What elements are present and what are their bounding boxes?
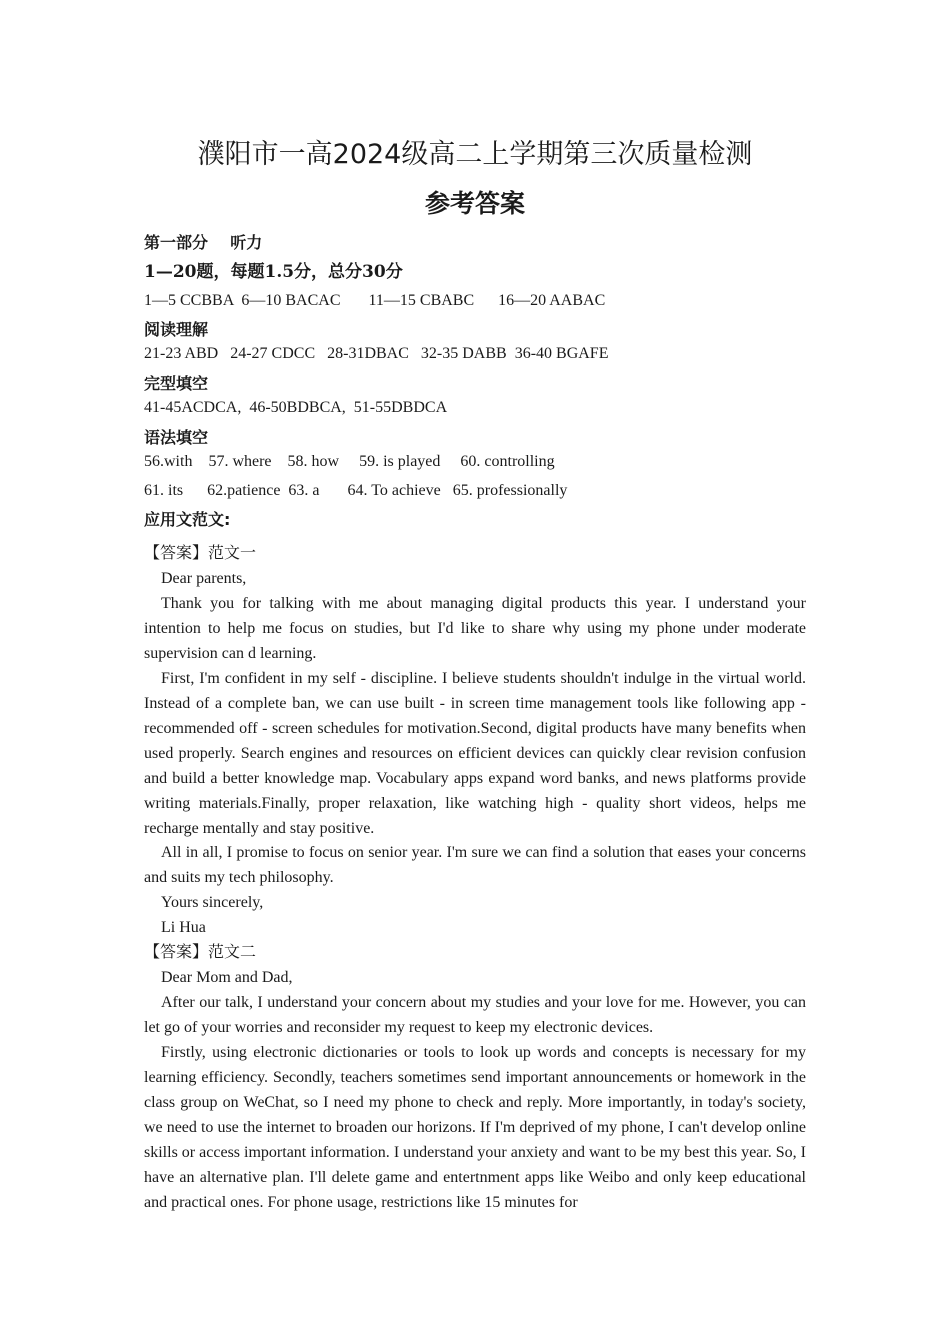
- sample2-label: 【答案】范文二: [144, 944, 257, 961]
- reading-heading: 阅读理解: [144, 320, 209, 339]
- sample2-paragraph-1: After our talk, I understand your concern about my studies and your love for me. However, you can let go of your worries and reconsider my request to keep my electronic devices.: [144, 994, 806, 1036]
- part1-scoring: 1—20题，每题1.5分，总分30分: [144, 262, 403, 282]
- sample1-label: 【答案】范文一: [144, 545, 257, 562]
- grammar-answers-line1: 56.with 57. where 58. how 59. is played 60. controlling: [144, 453, 555, 470]
- sample1-signature: Li Hua: [161, 919, 206, 936]
- cloze-heading: 完型填空: [144, 374, 209, 393]
- sample1-paragraph-1: Thank you for talking with me about managing digital products this year. I understand your intention to help me focus on studies, but I'd like to share why using my phone under moderate supervision can d learning.: [144, 595, 806, 662]
- sample2-paragraph-2: Firstly, using electronic dictionaries or tools to look up words and concepts is necessary for my learning efficiency. Secondly, teachers sometimes send important announcements or homework in the class group on WeChat, so I need my phone to check and reply. More importantly, in today's society, we need to use the internet to broaden our horizons. If I'm deprived of my phone, I can't develop online skills or access important information. I understand your anxiety and want to be my best this year. So, I have an alternative plan. I'll delete game and entertnment apps like Weibo and only keep educational and practical ones. For phone usage, restrictions like 15 minutes for: [144, 1044, 806, 1211]
- sample2-greeting: Dear Mom and Dad,: [161, 969, 293, 986]
- sample1-greeting: Dear parents,: [161, 570, 247, 587]
- sample1-closing: Yours sincerely,: [161, 894, 264, 911]
- writing-heading: 应用文范文:: [144, 510, 231, 529]
- sample1-paragraph-2: First, I'm confident in my self - discipline. I believe students shouldn't indulge in the virtual world. Instead of a complete ban, we can use built - in screen time management tools like following app - recommended off - screen schedules for motivation.Second, digital products have many benefits when used properly. Search engines and resources on efficient devices can quickly clear revision confusion and build a better knowledge map. Vocabulary apps expand word banks, and news platforms provide writing materials.Finally, proper relaxation, like watching high - quality short videos, helps me recharge mentally and stay positive.: [144, 670, 806, 837]
- reading-answers: 21-23 ABD 24-27 CDCC 28-31DBAC 32-35 DABB 36-40 BGAFE: [144, 345, 609, 362]
- part1-heading: 第一部分 听力: [144, 233, 263, 252]
- document-subtitle: 参考答案: [424, 189, 525, 218]
- cloze-answers: 41-45ACDCA, 46-50BDBCA, 51-55DBDCA: [144, 399, 448, 416]
- listening-answers: 1—5 CCBBA 6—10 BACAC 11—15 CBABC 16—20 AABAC: [144, 292, 606, 309]
- grammar-heading: 语法填空: [144, 428, 209, 447]
- document-title: 濮阳市一高2024级高二上学期第三次质量检测: [197, 139, 753, 170]
- sample1-paragraph-3: All in all, I promise to focus on senior year. I'm sure we can find a solution that eases your concerns and suits my tech philosophy.: [144, 844, 806, 886]
- grammar-answers-line2: 61. its 62.patience 63. a 64. To achieve 65. professionally: [144, 482, 568, 499]
